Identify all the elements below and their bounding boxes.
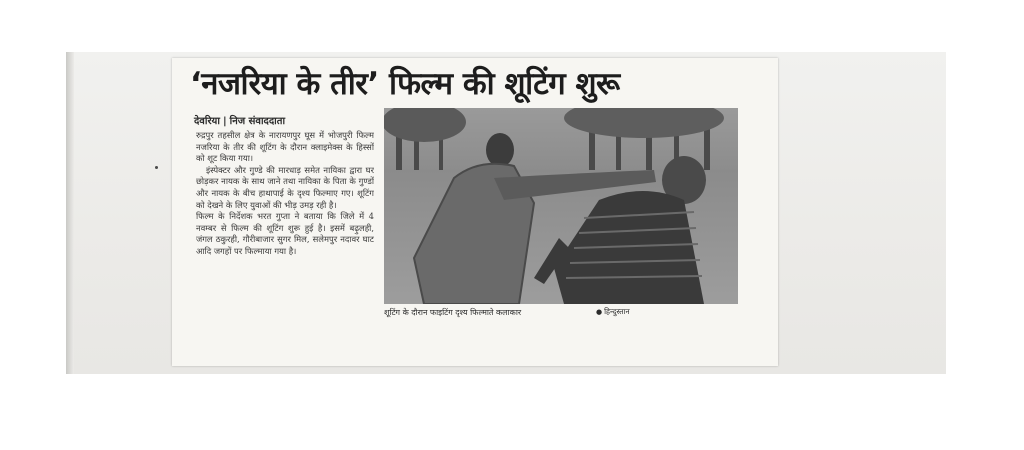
scan-edge-shadow xyxy=(66,52,74,374)
article-paragraph: रुद्रपुर तहसील क्षेत्र के नारायणपुर घूस में भोजपुरी फिल्म नजरिया के तीर की शूटिंग के दौरान क्लाइमेक्स के हिस्सों को शूट किया गया। xyxy=(196,130,374,164)
scan-speck xyxy=(155,166,158,169)
article-photo xyxy=(384,108,738,304)
byline xyxy=(194,113,394,129)
article-paragraph: इंस्पेक्टर और गुण्डे की मारधाड़ समेत नायिका द्वारा घर छोड़कर नायक के साथ जाने तथा नायिका के पिता के गुण्डों और नायक के बीच हाथापाई के दृश्य फिल्माए गए। शूटिंग को देखने के लिए युवाओं की भीड़ उमड़ रही है। xyxy=(196,164,374,210)
credit-bullet: ● xyxy=(596,308,603,316)
photo-caption: शूटिंग के दौरान फाइटिंग दृश्य फिल्माते कलाकार xyxy=(384,308,522,317)
fight-scene-photo xyxy=(384,108,738,304)
photo-credit-text: हिन्दुस्तान xyxy=(604,307,630,316)
dateline: देवरिया xyxy=(194,116,220,127)
newspaper-clipping xyxy=(172,58,778,366)
byline-separator: | xyxy=(222,116,227,127)
photo-credit xyxy=(596,307,656,321)
article-paragraph: फिल्म के निर्देशक भरत गुप्ता ने बताया कि जिले में 4 नवम्बर से फिल्म की शूटिंग शुरू हुई है। इसमें बढ़ुलही, जंगल ठकुरही, गौरीबाजार सुगर मिल, सलेमपुर नदावर घाट आदि जगहों पर फिल्माया गया है। xyxy=(196,211,374,256)
byline-source: निज संवाददाता xyxy=(229,116,286,127)
article-body xyxy=(196,130,374,362)
article-headline: ‘नजरिया के तीर’ फिल्म की शूटिंग शुरू xyxy=(190,66,620,102)
